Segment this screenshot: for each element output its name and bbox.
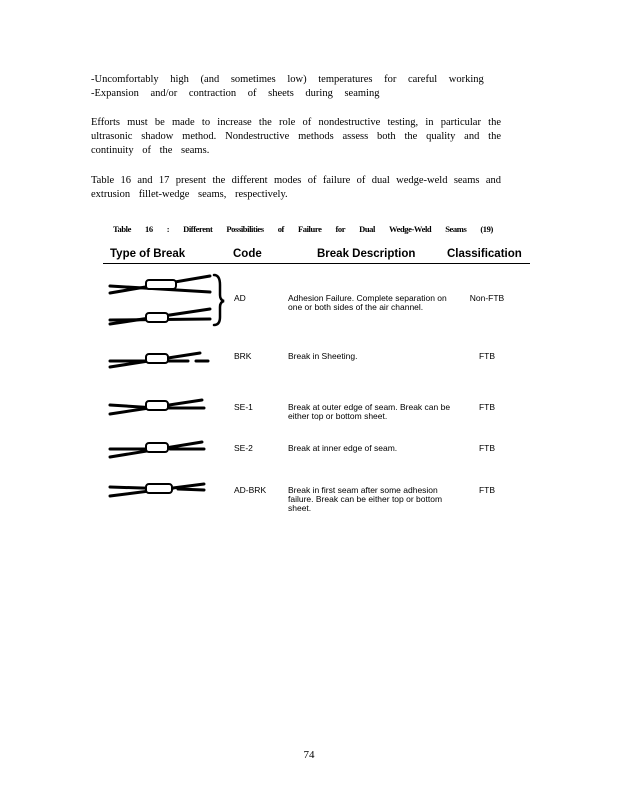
- table-caption: [113, 224, 493, 234]
- page-number: 74: [303, 749, 315, 761]
- paragraph-tables-intro: [91, 174, 501, 202]
- row-ad-code: AD: [234, 293, 246, 303]
- row-ad-description: Adhesion Failure. Complete separation on one or both sides of the air channel.: [288, 293, 447, 312]
- row-ad-brk-description: Break in first seam after some adhesion failure. Break can be either top or bottom sheet.: [288, 485, 443, 513]
- row-brk-code: BRK: [234, 351, 252, 361]
- row-brk-description: Break in Sheeting.: [288, 351, 358, 361]
- row-brk-classification: FTB: [478, 351, 496, 361]
- row-se-2-classification: FTB: [478, 443, 496, 453]
- bullet-list: [91, 73, 501, 101]
- row-se-2-description: Break at inner edge of seam.: [288, 443, 398, 453]
- paragraph-line: ultrasonic shadow method. Nondestructive methods assess both the quality and the: [91, 131, 501, 142]
- caption-word: Wedge-Weld: [388, 224, 432, 234]
- header-code: Code: [233, 248, 262, 260]
- caption-word: Different: [183, 224, 213, 234]
- paragraph-line: continuity of the seams.: [91, 145, 210, 156]
- caption-word: Table: [113, 224, 132, 234]
- caption-word: :: [166, 224, 170, 234]
- caption-word: of: [277, 224, 284, 234]
- header-classification: Classification: [447, 248, 522, 260]
- caption-word: for: [335, 224, 346, 234]
- paragraph-line: Table 16 and 17 present the different modes of failure of dual wedge-weld seams and: [91, 175, 501, 186]
- row-se-1-description: Break at outer edge of seam. Break can be either top or bottom sheet.: [288, 402, 451, 421]
- paragraph-line: extrusion fillet-wedge seams, respectively.: [91, 189, 288, 200]
- row-se-2-code: SE-2: [234, 443, 253, 453]
- caption-word: (19): [480, 224, 493, 234]
- row-ad-classification: Non-FTB: [469, 293, 505, 303]
- diagram-se-1: [110, 400, 204, 414]
- caption-word: Failure: [297, 224, 322, 234]
- caption-word: Dual: [359, 224, 375, 234]
- diagram-brk: [110, 353, 208, 367]
- row-ad-brk-code: AD-BRK: [234, 485, 267, 495]
- header-type-of-break: Type of Break: [110, 248, 186, 260]
- caption-word: Seams: [445, 224, 467, 234]
- header-rule: [103, 263, 530, 264]
- diagram-ad: [110, 275, 224, 325]
- header-break-description: Break Description: [317, 248, 416, 260]
- caption-word: 16: [145, 224, 153, 234]
- row-se-1-code: SE-1: [234, 402, 253, 412]
- row-se-1-classification: FTB: [478, 402, 496, 412]
- break-type-diagrams: [100, 265, 230, 510]
- paragraph-efforts: [91, 116, 501, 158]
- bullet-temperatures: -Uncomfortably high (and sometimes low) temperatures for careful working: [91, 74, 484, 85]
- bullet-expansion: -Expansion and/or contraction of sheets during seaming: [91, 88, 380, 99]
- diagram-se-2: [110, 442, 204, 457]
- row-ad-brk-classification: FTB: [478, 485, 496, 495]
- paragraph-line: Efforts must be made to increase the role of nondestructive testing, in particular the: [91, 117, 501, 128]
- caption-word: Possibilities: [226, 224, 264, 234]
- diagram-ad-brk: [110, 484, 204, 496]
